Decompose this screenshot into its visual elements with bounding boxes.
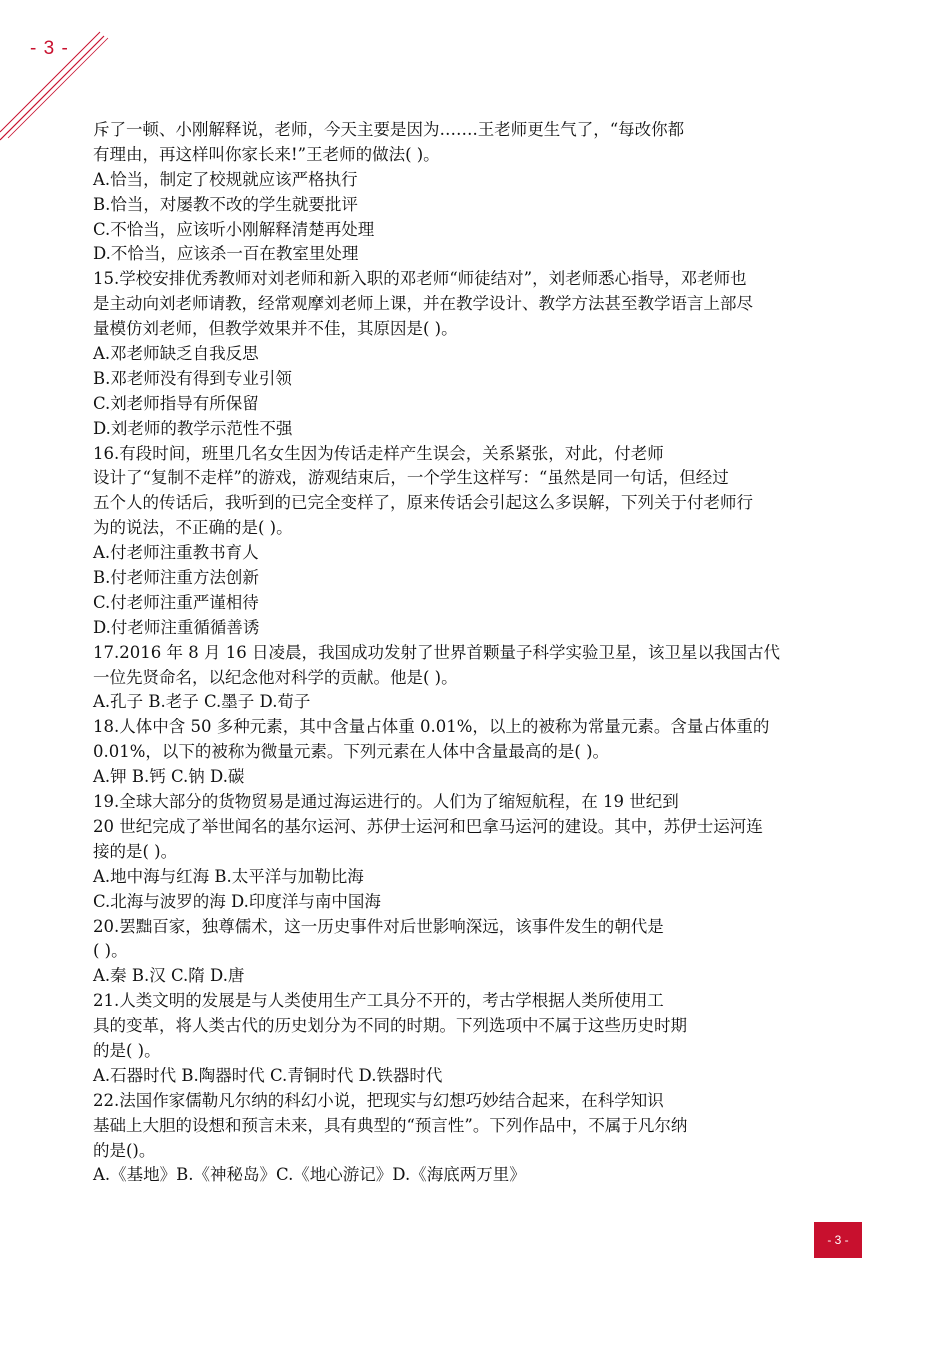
- text-line: C.刘老师指导有所保留: [93, 393, 259, 413]
- text-line: B.恰当，对屡教不改的学生就要批评: [93, 194, 358, 214]
- footer-page-badge: - 3 -: [814, 1222, 862, 1258]
- text-line: 基础上大胆的设想和预言未来，具有典型的“预言性”。下列作品中，不属于凡尔纳: [93, 1115, 688, 1135]
- text-line: 量模仿刘老师，但教学效果并不佳，其原因是( )。: [93, 319, 458, 339]
- text-line: A.《基地》B.《神秘岛》C.《地心游记》D.《海底两万里》: [93, 1165, 526, 1185]
- text-line: 的是( )。: [93, 1040, 161, 1060]
- text-line: B.付老师注重方法创新: [93, 568, 259, 588]
- text-line: 斥了一顿、小刚解释说，老师，今天主要是因为…….王老师更生气了，“每改你都: [93, 120, 685, 139]
- text-line: ( )。: [93, 941, 128, 961]
- text-line: A.孔子 B.老子 C.墨子 D.荀子: [93, 692, 311, 712]
- text-line: D.付老师注重循循善诱: [93, 617, 260, 637]
- document-body: [93, 118, 873, 1188]
- text-line: 具的变革，将人类古代的历史划分为不同的时期。下列选项中不属于这些历史时期: [93, 1016, 687, 1036]
- text-line: D.不恰当，应该杀一百在教室里处理: [93, 244, 359, 264]
- text-line: 15.学校安排优秀教师对刘老师和新入职的邓老师“师徒结对”，刘老师悉心指导，邓老师也: [93, 269, 747, 289]
- text-line: 17.2016 年 8 月 16 日凌晨，我国成功发射了世界首颗量子科学实验卫星，该卫星以我国古代: [93, 642, 780, 662]
- text-line: 16.有段时间，班里几名女生因为传话走样产生误会，关系紧张，对此，付老师: [93, 443, 664, 463]
- text-line: C.付老师注重严谨相待: [93, 592, 259, 612]
- text-line: A.付老师注重教书育人: [93, 543, 259, 563]
- text-line: 19.全球大部分的货物贸易是通过海运进行的。人们为了缩短航程，在 19 世纪到: [93, 792, 679, 812]
- text-line: 接的是( )。: [93, 841, 178, 861]
- text-line: 有理由，再这样叫你家长来!”王老师的做法( )。: [93, 144, 440, 164]
- text-line: D.刘老师的教学示范性不强: [93, 418, 293, 438]
- text-line: A.石器时代 B.陶器时代 C.青铜时代 D.铁器时代: [93, 1065, 443, 1085]
- text-line: 21.人类文明的发展是与人类使用生产工具分不开的，考古学根据人类所使用工: [93, 991, 664, 1011]
- text-line: 是主动向刘老师请教，经常观摩刘老师上课，并在教学设计、教学方法甚至教学语言上部尽: [93, 294, 753, 314]
- text-line: A.恰当，制定了校规就应该严格执行: [93, 169, 358, 189]
- text-line: 20 世纪完成了举世闻名的基尔运河、苏伊士运河和巴拿马运河的建设。其中，苏伊士运河连: [93, 816, 763, 836]
- text-line: A.秦 B.汉 C.隋 D.唐: [93, 966, 245, 986]
- text-line: 五个人的传话后，我听到的已完全变样了，原来传话会引起这么多误解，下列关于付老师行: [93, 493, 753, 513]
- text-line: 设计了“复制不走样”的游戏，游观结束后，一个学生这样写：“虽然是同一句话，但经过: [93, 468, 729, 488]
- text-line: 的是()。: [93, 1140, 156, 1160]
- text-line: A.邓老师缺乏自我反思: [93, 344, 259, 364]
- text-line: C.不恰当，应该听小刚解释清楚再处理: [93, 219, 375, 239]
- text-line: C.北海与波罗的海 D.印度洋与南中国海: [93, 891, 381, 911]
- text-line: 22.法国作家儒勒凡尔纳的科幻小说，把现实与幻想巧妙结合起来，在科学知识: [93, 1090, 664, 1110]
- text-line: 为的说法，不正确的是( )。: [93, 518, 293, 538]
- text-line: 一位先贤命名，以纪念他对科学的贡献。他是( )。: [93, 667, 458, 687]
- text-line: 0.01%，以下的被称为微量元素。下列元素在人体中含量最高的是( )。: [93, 742, 610, 762]
- text-line: 18.人体中含 50 多种元素，其中含量占体重 0.01%，以上的被称为常量元素。含量占体重的: [93, 717, 770, 737]
- header-page-number: - 3 -: [30, 38, 69, 59]
- text-line: 20.罢黜百家，独尊儒术，这一历史事件对后世影响深远，该事件发生的朝代是: [93, 916, 664, 936]
- text-line: A.钾 B.钙 C.钠 D.碳: [93, 767, 245, 787]
- text-line: A.地中海与红海 B.太平洋与加勒比海: [93, 866, 364, 886]
- text-line: B.邓老师没有得到专业引领: [93, 368, 292, 388]
